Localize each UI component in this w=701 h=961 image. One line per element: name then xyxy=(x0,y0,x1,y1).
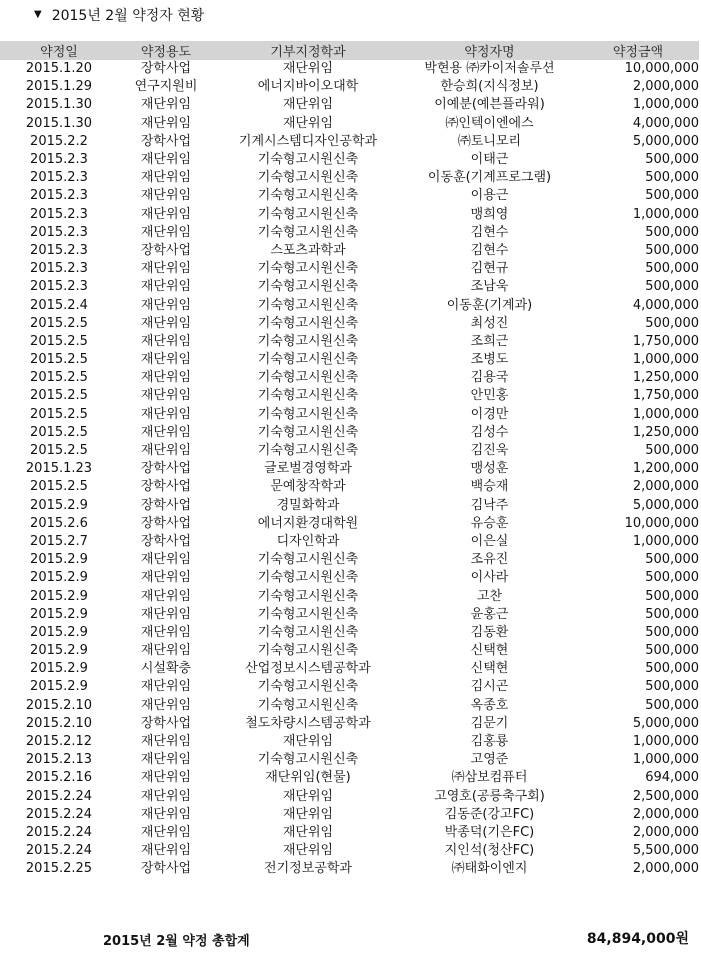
department-cell: 재단위임 xyxy=(282,843,334,859)
date-cell: 2015.2.5 xyxy=(30,370,88,386)
amount-cell: 1,000,000 xyxy=(632,533,699,549)
date-cell: 2015.2.10 xyxy=(25,715,93,731)
donor-cell: 김시곤 xyxy=(470,679,509,695)
department-cell: 기숙형고시원신축 xyxy=(257,261,359,277)
table-row xyxy=(0,715,699,733)
date-cell: 2015.2.9 xyxy=(30,588,88,604)
department-cell: 기숙형고시원신축 xyxy=(257,315,359,331)
date-cell: 2015.2.24 xyxy=(25,788,93,804)
donor-cell: 최성진 xyxy=(470,315,509,331)
purpose-cell: 장학사업 xyxy=(140,461,192,477)
department-cell: 기숙형고시원신축 xyxy=(257,152,359,168)
date-cell: 2015.1.20 xyxy=(25,61,93,77)
table-row xyxy=(0,151,699,169)
donor-cell: 김용국 xyxy=(470,370,509,386)
department-cell: 글로벌경영학과 xyxy=(264,461,352,477)
purpose-cell: 연구지원비 xyxy=(134,79,198,95)
amount-cell: 1,000,000 xyxy=(632,206,699,222)
pledge-table xyxy=(0,41,699,878)
department-cell: 기숙형고시원신축 xyxy=(257,279,359,295)
amount-cell: 500,000 xyxy=(645,279,699,295)
donor-cell: 이동훈(기계과) xyxy=(446,297,533,313)
amount-cell: 2,000,000 xyxy=(632,861,699,877)
donor-cell: 김낙주 xyxy=(470,497,509,513)
amount-cell: 1,000,000 xyxy=(632,406,699,422)
table-row xyxy=(0,96,699,114)
donor-cell: 박종덕(기은FC) xyxy=(444,824,535,840)
donor-cell: 이은실 xyxy=(470,533,509,549)
amount-cell: 500,000 xyxy=(645,697,699,713)
date-cell: 2015.2.9 xyxy=(30,497,88,513)
department-cell: 재단위임 xyxy=(282,824,334,840)
department-cell: 재단위임 xyxy=(282,734,334,750)
purpose-cell: 장학사업 xyxy=(140,497,192,513)
purpose-cell: 재단위임 xyxy=(140,824,192,840)
date-cell: 2015.2.24 xyxy=(25,824,93,840)
donor-cell: 김현수 xyxy=(470,242,509,258)
purpose-cell: 재단위임 xyxy=(140,606,192,622)
amount-cell: 5,000,000 xyxy=(632,133,699,149)
date-cell: 2015.2.5 xyxy=(30,406,88,422)
table-row xyxy=(0,406,699,424)
amount-cell: 500,000 xyxy=(645,224,699,240)
date-cell: 2015.2.24 xyxy=(25,843,93,859)
amount-cell: 5,000,000 xyxy=(632,715,699,731)
table-row xyxy=(0,315,699,333)
donor-cell: 신택현 xyxy=(470,643,509,659)
donor-cell: 조남욱 xyxy=(470,279,509,295)
triangle-bullet-icon: ▼ xyxy=(34,9,42,20)
department-cell: 기숙형고시원신축 xyxy=(257,188,359,204)
purpose-cell: 장학사업 xyxy=(140,242,192,258)
department-cell: 스포츠과학과 xyxy=(270,242,346,258)
table-row xyxy=(0,587,699,605)
column-header-amount: 약정금액 xyxy=(577,41,699,60)
purpose-cell: 재단위임 xyxy=(140,352,192,368)
table-row xyxy=(0,606,699,624)
donor-cell: ㈜삼보컴퓨터 xyxy=(451,770,528,786)
purpose-cell: 재단위임 xyxy=(140,297,192,313)
amount-cell: 4,000,000 xyxy=(632,297,699,313)
date-cell: 2015.2.5 xyxy=(30,315,88,331)
date-cell: 2015.2.2 xyxy=(30,133,88,149)
amount-cell: 500,000 xyxy=(645,552,699,568)
date-cell: 2015.2.12 xyxy=(25,734,93,750)
donor-cell: 김현수 xyxy=(470,224,509,240)
donor-cell: ㈜태화이엔지 xyxy=(451,861,528,877)
amount-cell: 500,000 xyxy=(645,261,699,277)
table-row xyxy=(0,533,699,551)
table-row xyxy=(0,133,699,151)
donor-cell: 이예분(예븐플라워) xyxy=(434,97,545,113)
table-row xyxy=(0,678,699,696)
date-cell: 2015.2.6 xyxy=(30,515,88,531)
date-cell: 2015.2.3 xyxy=(30,261,88,277)
department-cell: 기숙형고시원신축 xyxy=(257,370,359,386)
department-cell: 디자인학과 xyxy=(276,533,340,549)
amount-cell: 5,000,000 xyxy=(632,497,699,513)
table-row xyxy=(0,860,699,878)
purpose-cell: 재단위임 xyxy=(140,843,192,859)
donor-cell: 안민홍 xyxy=(470,388,509,404)
department-cell: 재단위임 xyxy=(282,788,334,804)
department-cell: 기숙형고시원신축 xyxy=(257,406,359,422)
date-cell: 2015.2.3 xyxy=(30,152,88,168)
amount-cell: 500,000 xyxy=(645,661,699,677)
donor-cell: 고영준 xyxy=(470,752,509,768)
department-cell: 재단위임 xyxy=(282,97,334,113)
donor-cell: 이동훈(기계프로그램) xyxy=(427,170,552,186)
date-cell: 2015.2.5 xyxy=(30,333,88,349)
table-row xyxy=(0,497,699,515)
amount-cell: 1,000,000 xyxy=(632,352,699,368)
table-row xyxy=(0,78,699,96)
amount-cell: 5,500,000 xyxy=(632,843,699,859)
table-row xyxy=(0,642,699,660)
department-cell: 기숙형고시원신축 xyxy=(257,424,359,440)
table-row xyxy=(0,242,699,260)
department-cell: 재단위임 xyxy=(282,115,334,131)
purpose-cell: 재단위임 xyxy=(140,188,192,204)
department-cell: 전기정보공학과 xyxy=(264,861,352,877)
department-cell: 기숙형고시원신축 xyxy=(257,352,359,368)
column-header-purpose: 약정용도 xyxy=(118,41,214,60)
date-cell: 2015.2.13 xyxy=(25,752,93,768)
donor-cell: 지인석(청산FC) xyxy=(444,843,535,859)
purpose-cell: 장학사업 xyxy=(140,861,192,877)
table-body xyxy=(0,60,699,878)
table-row xyxy=(0,296,699,314)
purpose-cell: 재단위임 xyxy=(140,806,192,822)
amount-cell: 694,000 xyxy=(645,770,699,786)
table-row xyxy=(0,751,699,769)
date-cell: 2015.1.30 xyxy=(25,115,93,131)
department-cell: 기숙형고시원신축 xyxy=(257,588,359,604)
amount-cell: 500,000 xyxy=(645,188,699,204)
table-row xyxy=(0,788,699,806)
amount-cell: 500,000 xyxy=(645,315,699,331)
date-cell: 2015.2.3 xyxy=(30,242,88,258)
purpose-cell: 재단위임 xyxy=(140,643,192,659)
amount-cell: 500,000 xyxy=(645,170,699,186)
amount-cell: 500,000 xyxy=(645,606,699,622)
department-cell: 기숙형고시원신축 xyxy=(257,606,359,622)
table-row xyxy=(0,551,699,569)
department-cell: 재단위임 xyxy=(282,61,334,77)
purpose-cell: 재단위임 xyxy=(140,152,192,168)
purpose-cell: 재단위임 xyxy=(140,552,192,568)
donor-cell: 한승희(지식정보) xyxy=(440,79,539,95)
amount-cell: 2,000,000 xyxy=(632,824,699,840)
table-row xyxy=(0,387,699,405)
date-cell: 2015.2.7 xyxy=(30,533,88,549)
department-cell: 철도차량시스템공학과 xyxy=(245,715,371,731)
purpose-cell: 재단위임 xyxy=(140,443,192,459)
amount-cell: 500,000 xyxy=(645,443,699,459)
purpose-cell: 재단위임 xyxy=(140,315,192,331)
department-cell: 기계시스템디자인공학과 xyxy=(238,133,378,149)
purpose-cell: 재단위임 xyxy=(140,279,192,295)
amount-cell: 1,200,000 xyxy=(632,461,699,477)
department-cell: 기숙형고시원신축 xyxy=(257,697,359,713)
date-cell: 2015.2.9 xyxy=(30,606,88,622)
department-cell: 기숙형고시원신축 xyxy=(257,679,359,695)
column-header-donor: 약정자명 xyxy=(402,41,577,60)
amount-cell: 1,750,000 xyxy=(632,333,699,349)
amount-cell: 500,000 xyxy=(645,588,699,604)
date-cell: 2015.2.3 xyxy=(30,206,88,222)
donor-cell: 박현용 ㈜카이저솔루션 xyxy=(424,61,555,77)
amount-cell: 10,000,000 xyxy=(624,515,699,531)
department-cell: 기숙형고시원신축 xyxy=(257,297,359,313)
amount-cell: 1,000,000 xyxy=(632,752,699,768)
amount-cell: 500,000 xyxy=(645,624,699,640)
donor-cell: ㈜인텍이엔에스 xyxy=(445,115,534,131)
purpose-cell: 장학사업 xyxy=(140,479,192,495)
table-row xyxy=(0,824,699,842)
purpose-cell: 재단위임 xyxy=(140,97,192,113)
amount-cell: 2,000,000 xyxy=(632,806,699,822)
purpose-cell: 장학사업 xyxy=(140,715,192,731)
purpose-cell: 재단위임 xyxy=(140,424,192,440)
department-cell: 기숙형고시원신축 xyxy=(257,224,359,240)
date-cell: 2015.1.29 xyxy=(25,79,93,95)
purpose-cell: 재단위임 xyxy=(140,370,192,386)
purpose-cell: 재단위임 xyxy=(140,388,192,404)
donor-cell: 김진욱 xyxy=(470,443,509,459)
donor-cell: 맹희영 xyxy=(470,206,509,222)
purpose-cell: 재단위임 xyxy=(140,115,192,131)
date-cell: 2015.1.23 xyxy=(25,461,93,477)
purpose-cell: 재단위임 xyxy=(140,770,192,786)
date-cell: 2015.2.3 xyxy=(30,188,88,204)
amount-cell: 500,000 xyxy=(645,679,699,695)
table-row xyxy=(0,733,699,751)
date-cell: 2015.1.30 xyxy=(25,97,93,113)
donor-cell: 신택현 xyxy=(470,661,509,677)
amount-cell: 1,000,000 xyxy=(632,97,699,113)
department-cell: 기숙형고시원신축 xyxy=(257,170,359,186)
date-cell: 2015.2.5 xyxy=(30,388,88,404)
table-row xyxy=(0,460,699,478)
donor-cell: 조희근 xyxy=(470,333,509,349)
donor-cell: 김현규 xyxy=(470,261,509,277)
date-cell: 2015.2.9 xyxy=(30,643,88,659)
date-cell: 2015.2.9 xyxy=(30,570,88,586)
grand-total-label: 2015년 2월 약정 총합계 xyxy=(103,934,250,949)
amount-cell: 10,000,000 xyxy=(624,61,699,77)
amount-cell: 2,000,000 xyxy=(632,79,699,95)
amount-cell: 4,000,000 xyxy=(632,115,699,131)
purpose-cell: 장학사업 xyxy=(140,133,192,149)
date-cell: 2015.2.5 xyxy=(30,479,88,495)
table-row xyxy=(0,569,699,587)
purpose-cell: 재단위임 xyxy=(140,570,192,586)
amount-cell: 500,000 xyxy=(645,152,699,168)
grand-total-value: 84,894,000원 xyxy=(586,931,689,947)
table-row xyxy=(0,697,699,715)
donor-cell: 이용근 xyxy=(470,188,509,204)
purpose-cell: 장학사업 xyxy=(140,515,192,531)
table-row xyxy=(0,515,699,533)
department-cell: 산업정보시스템공학과 xyxy=(245,661,371,677)
department-cell: 재단위임(현물) xyxy=(265,770,351,786)
department-cell: 기숙형고시원신축 xyxy=(257,388,359,404)
table-row xyxy=(0,224,699,242)
table-row xyxy=(0,806,699,824)
purpose-cell: 시설확충 xyxy=(140,661,192,677)
table-row xyxy=(0,169,699,187)
table-header-row xyxy=(0,41,699,60)
purpose-cell: 장학사업 xyxy=(140,533,192,549)
department-cell: 기숙형고시원신축 xyxy=(257,624,359,640)
page-heading xyxy=(0,0,701,30)
purpose-cell: 재단위임 xyxy=(140,170,192,186)
purpose-cell: 장학사업 xyxy=(140,61,192,77)
table-row xyxy=(0,424,699,442)
department-cell: 경밀화학과 xyxy=(276,497,340,513)
date-cell: 2015.2.5 xyxy=(30,424,88,440)
donor-cell: 김성수 xyxy=(470,424,509,440)
date-cell: 2015.2.25 xyxy=(25,861,93,877)
date-cell: 2015.2.3 xyxy=(30,279,88,295)
date-cell: 2015.2.3 xyxy=(30,224,88,240)
donor-cell: 맹성훈 xyxy=(470,461,509,477)
department-cell: 에너지바이오대학 xyxy=(257,79,359,95)
amount-cell: 500,000 xyxy=(645,570,699,586)
table-row xyxy=(0,660,699,678)
column-header-department: 기부지정학과 xyxy=(214,41,402,60)
donor-cell: 고찬 xyxy=(476,588,503,604)
department-cell: 기숙형고시원신축 xyxy=(257,443,359,459)
donor-cell: 김홍룡 xyxy=(470,734,509,750)
table-row xyxy=(0,60,699,78)
donor-cell: 이태근 xyxy=(470,152,509,168)
table-row xyxy=(0,333,699,351)
date-cell: 2015.2.9 xyxy=(30,661,88,677)
purpose-cell: 재단위임 xyxy=(140,697,192,713)
department-cell: 기숙형고시원신축 xyxy=(257,570,359,586)
grand-total xyxy=(0,926,701,948)
purpose-cell: 재단위임 xyxy=(140,588,192,604)
amount-cell: 500,000 xyxy=(645,242,699,258)
donor-cell: 조병도 xyxy=(470,352,509,368)
table-row xyxy=(0,842,699,860)
donor-cell: 김동준(강고FC) xyxy=(444,806,535,822)
purpose-cell: 재단위임 xyxy=(140,734,192,750)
table-row xyxy=(0,769,699,787)
table-row xyxy=(0,187,699,205)
date-cell: 2015.2.24 xyxy=(25,806,93,822)
donor-cell: 조유진 xyxy=(470,552,509,568)
department-cell: 에너지환경대학원 xyxy=(257,515,359,531)
donor-cell: 백승재 xyxy=(470,479,509,495)
date-cell: 2015.2.4 xyxy=(30,297,88,313)
date-cell: 2015.2.9 xyxy=(30,552,88,568)
purpose-cell: 재단위임 xyxy=(140,406,192,422)
department-cell: 기숙형고시원신축 xyxy=(257,643,359,659)
purpose-cell: 재단위임 xyxy=(140,752,192,768)
purpose-cell: 재단위임 xyxy=(140,679,192,695)
amount-cell: 1,250,000 xyxy=(632,370,699,386)
purpose-cell: 재단위임 xyxy=(140,261,192,277)
purpose-cell: 재단위임 xyxy=(140,224,192,240)
donor-cell: 고영호(공릉축구회) xyxy=(434,788,545,804)
department-cell: 기숙형고시원신축 xyxy=(257,206,359,222)
department-cell: 재단위임 xyxy=(282,806,334,822)
table-row xyxy=(0,624,699,642)
date-cell: 2015.2.9 xyxy=(30,624,88,640)
purpose-cell: 재단위임 xyxy=(140,624,192,640)
amount-cell: 1,750,000 xyxy=(632,388,699,404)
donor-cell: 윤홍근 xyxy=(470,606,509,622)
date-cell: 2015.2.16 xyxy=(25,770,93,786)
column-header-date: 약정일 xyxy=(0,41,118,60)
table-row xyxy=(0,115,699,133)
date-cell: 2015.2.10 xyxy=(25,697,93,713)
table-row xyxy=(0,351,699,369)
purpose-cell: 재단위임 xyxy=(140,333,192,349)
donor-cell: 유승훈 xyxy=(470,515,509,531)
amount-cell: 500,000 xyxy=(645,643,699,659)
donor-cell: ㈜토니모리 xyxy=(457,133,522,149)
table-row xyxy=(0,206,699,224)
table-row xyxy=(0,478,699,496)
date-cell: 2015.2.3 xyxy=(30,170,88,186)
purpose-cell: 재단위임 xyxy=(140,788,192,804)
department-cell: 기숙형고시원신축 xyxy=(257,552,359,568)
donor-cell: 이사라 xyxy=(470,570,509,586)
donor-cell: 김문기 xyxy=(470,715,509,731)
donor-cell: 이경만 xyxy=(470,406,509,422)
date-cell: 2015.2.5 xyxy=(30,443,88,459)
table-row xyxy=(0,260,699,278)
department-cell: 기숙형고시원신축 xyxy=(257,752,359,768)
purpose-cell: 재단위임 xyxy=(140,206,192,222)
table-row xyxy=(0,278,699,296)
table-row xyxy=(0,369,699,387)
date-cell: 2015.2.9 xyxy=(30,679,88,695)
donor-cell: 옥종호 xyxy=(470,697,509,713)
page-title: 2015년 2월 약정자 현황 xyxy=(51,8,205,24)
table-row xyxy=(0,442,699,460)
department-cell: 기숙형고시원신축 xyxy=(257,333,359,349)
date-cell: 2015.2.5 xyxy=(30,352,88,368)
amount-cell: 1,250,000 xyxy=(632,424,699,440)
department-cell: 문예창작학과 xyxy=(270,479,346,495)
amount-cell: 2,000,000 xyxy=(632,479,699,495)
amount-cell: 2,500,000 xyxy=(632,788,699,804)
amount-cell: 1,000,000 xyxy=(632,734,699,750)
donor-cell: 김동환 xyxy=(470,624,509,640)
